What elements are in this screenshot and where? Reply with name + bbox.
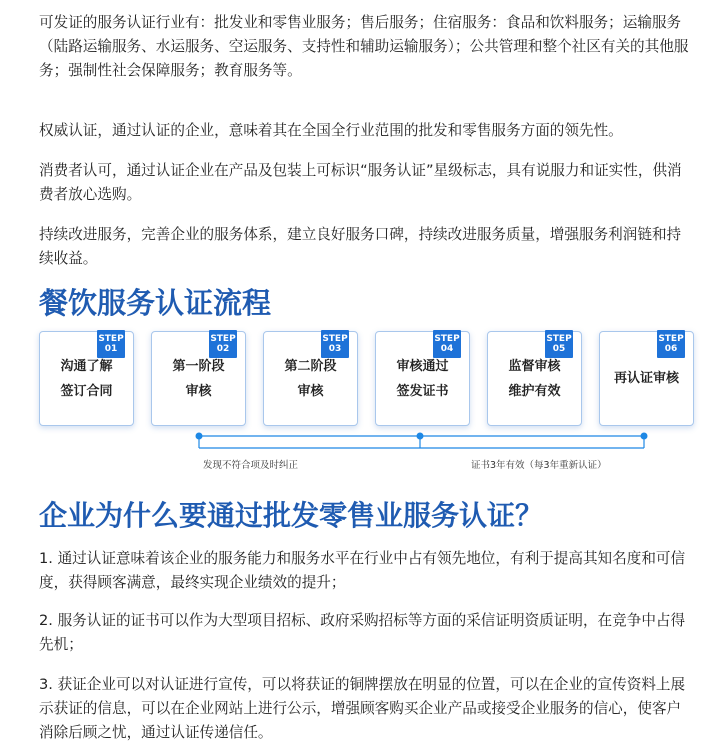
benefit-improvement: 持续改进服务，完善企业的服务体系，建立良好服务口碑，持续改进服务质量，增强服务利润链和持续收益。 [39, 226, 682, 267]
step-label: 维护有效 [508, 383, 561, 399]
step-label: 第二阶段 [284, 358, 337, 374]
step-label: 沟通了解 [60, 358, 113, 374]
benefit-consumer: 消费者认可，通过认证企业在产品及包装上可标识“服务认证”星级标志，具有说服力和证实性，供消费者放心选购。 [39, 162, 682, 203]
process-title: 餐饮服务认证流程 [39, 286, 272, 320]
intro-paragraph: 可发证的服务认证行业有：批发业和零售业服务；售后服务；住宿服务：食品和饮料服务；运输服务（陆路运输服务、水运服务、空运服务、支持性和辅助运输服务）；公共管理和整个社区有关的其他服务；强制性社会保障服务；教育服务等。 [39, 14, 689, 79]
step-tag-label: STEP [210, 334, 236, 344]
note-validity: 证书3年有效（每3年重新认证） [471, 460, 607, 471]
step-label: 再认证审核 [613, 371, 679, 386]
step-tag-label: STEP [98, 334, 124, 344]
step-label: 签发证书 [396, 383, 449, 399]
step-label: 审核 [297, 383, 324, 399]
step-label: 第一阶段 [172, 358, 225, 374]
step-tag-label: STEP [434, 334, 460, 344]
step-tag-label: STEP [546, 334, 572, 344]
reason-1: 1. 通过认证意味着该企业的服务能力和服务水平在行业中占有领先地位，有利于提高其知名度和可信度，获得顾客满意，最终实现企业绩效的提升； [39, 550, 686, 591]
why-title: 企业为什么要通过批发零售业服务认证？ [39, 499, 544, 532]
step-number: 02 [216, 344, 230, 354]
step-label: 审核 [185, 383, 212, 399]
step-tag-label: STEP [322, 334, 348, 344]
benefit-authority: 权威认证，通过认证的企业，意味着其在全国全行业范围的批发和零售服务方面的领先性。 [39, 122, 623, 139]
reason-3: 3. 获证企业可以对认证进行宣传，可以将获证的铜牌摆放在明显的位置，可以在企业的宣传资料上展示获证的信息，可以在企业网站上进行公示，增强顾客购买企业产品或接受企业服务的信心，使客户消除后顾之忧，通过认证传递信任。 [39, 676, 686, 741]
step-number: 05 [552, 344, 566, 354]
step-number: 03 [328, 344, 342, 354]
step-number: 01 [104, 344, 118, 354]
note-correction: 发现不符合项及时纠正 [203, 460, 299, 471]
step-label: 监督审核 [508, 358, 561, 374]
step-number: 04 [440, 344, 454, 354]
step-label: 签订合同 [60, 383, 113, 399]
reason-2: 2. 服务认证的证书可以作为大型项目招标、政府采购招标等方面的采信证明资质证明，在竞争中占得先机； [39, 612, 686, 653]
step-label: 审核通过 [396, 358, 449, 374]
step-tag-label: STEP [658, 334, 684, 344]
step-number: 06 [664, 344, 678, 354]
